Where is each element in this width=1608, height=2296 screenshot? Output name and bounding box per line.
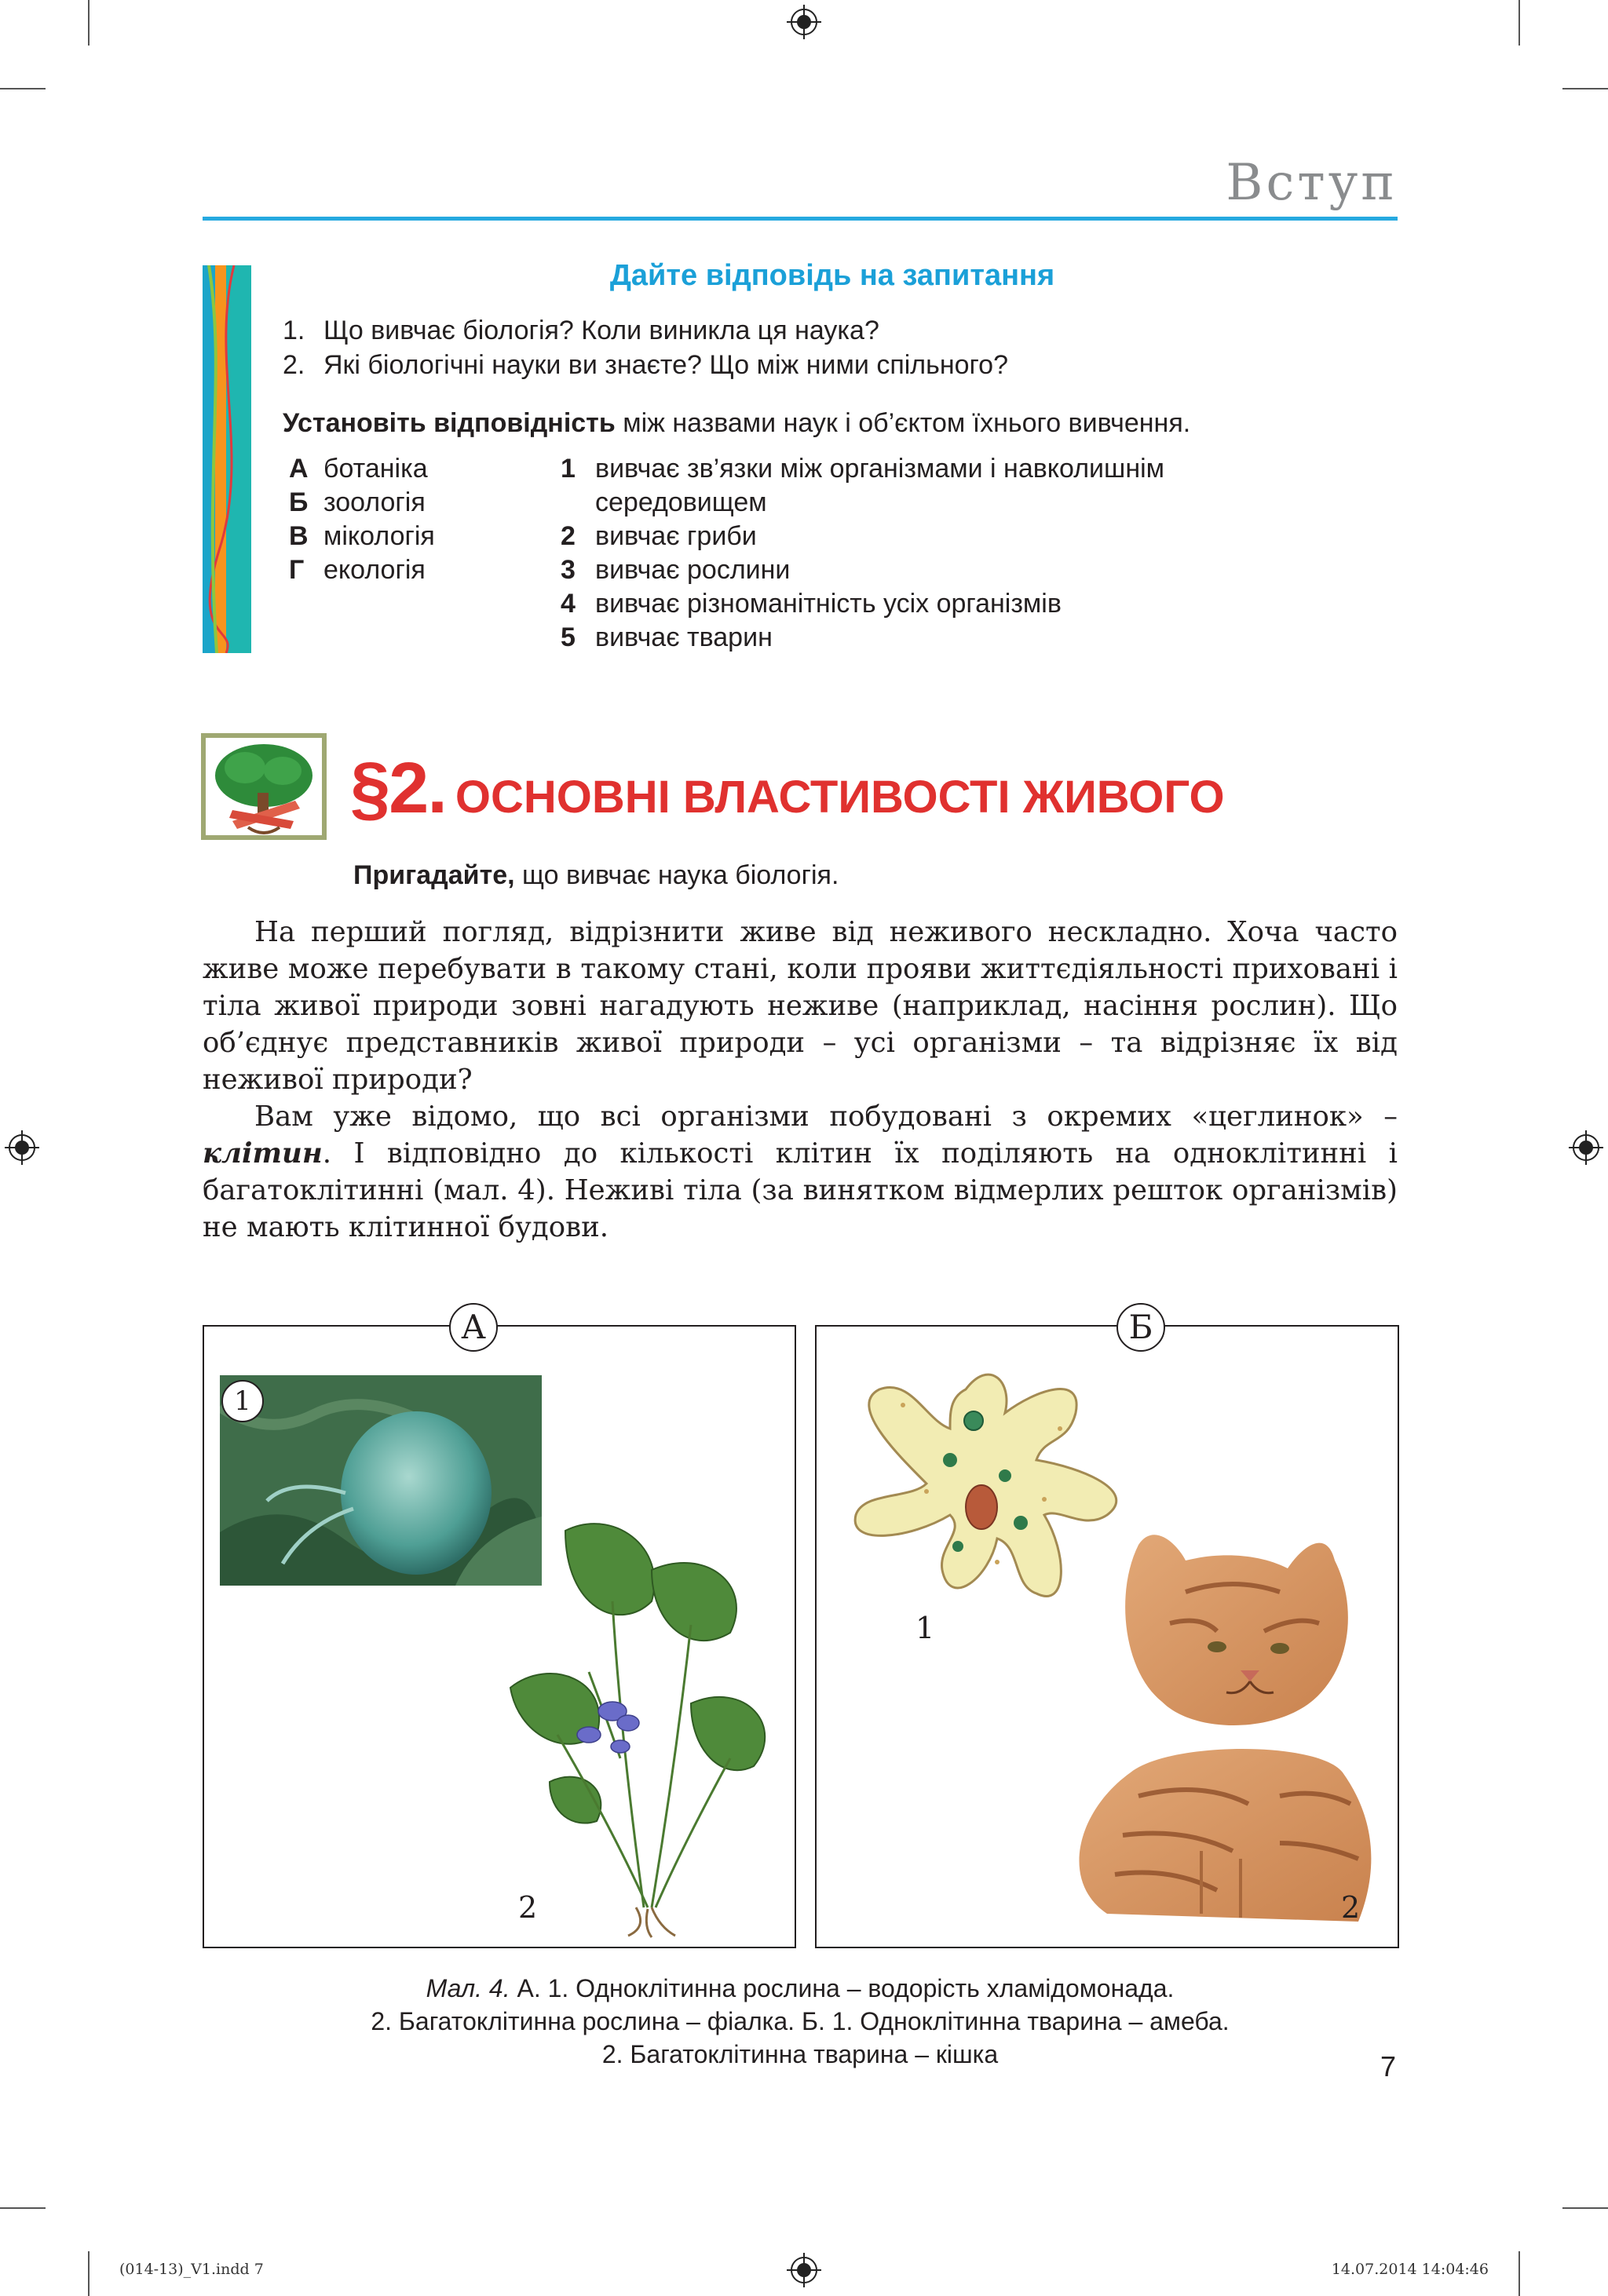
crop-mark bbox=[0, 88, 46, 89]
match-left-item: Г екологія bbox=[289, 555, 426, 585]
section-title: Вступ bbox=[1226, 154, 1398, 212]
match-left-item: В мікологія bbox=[289, 521, 435, 551]
panel-b-label: Б bbox=[1116, 1303, 1165, 1352]
label-b2: 2 bbox=[1341, 1890, 1361, 1925]
match-right-item: 1 вивчає зв’язки між організмами і навколишнім bbox=[561, 454, 1165, 484]
crop-mark bbox=[1562, 88, 1608, 89]
decorative-stripe bbox=[203, 265, 251, 653]
crop-mark bbox=[1518, 2251, 1520, 2296]
registration-mark-icon bbox=[787, 5, 821, 39]
body-text bbox=[203, 914, 1398, 1246]
footer-date: 14.07.2014 14:04:46 bbox=[1331, 2261, 1489, 2278]
body-paragraph: На перший погляд, відрізнити живе від неживого нескладно. Хоча часто живе може перебувати в такому стані, коли прояви життєдіяльності приховані і тіла живої природи зовні нагадують неживе (наприклад, насіння рослин). Що об’єднує представників живої природи – усі організми – та відрізняє їх від неживої природи? bbox=[203, 916, 1398, 1096]
crop-mark bbox=[1518, 0, 1520, 46]
tree-icon bbox=[201, 733, 327, 840]
crop-mark bbox=[1562, 2207, 1608, 2209]
recall-prompt: Пригадайте, що вивчає наука біологія. bbox=[353, 860, 839, 890]
match-right-item: 2 вивчає гриби bbox=[561, 521, 757, 551]
body-paragraph: Вам уже відомо, що всі організми побудовані з окремих «цеглинок» – клітин. І відповідно до кількості клітин їх поділяють на одноклітинні і багатоклітинні (мал. 4). Неживі тіла (за винятком відмерлих решток організмів) не мають клітинної будови. bbox=[203, 1101, 1398, 1243]
registration-mark-icon bbox=[787, 2253, 821, 2287]
page-number: 7 bbox=[1380, 2050, 1396, 2082]
label-a2: 2 bbox=[518, 1890, 538, 1925]
match-right-item: 3 вивчає рослини bbox=[561, 555, 791, 585]
match-right-item: 4 вивчає різноманітність усіх організмів bbox=[561, 589, 1062, 619]
match-right-item: 5 вивчає тварин bbox=[561, 622, 773, 652]
question-item: 2. Які біологічні науки ви знаєте? Що між ними спільного? bbox=[283, 350, 1008, 380]
term-highlight: клітин bbox=[203, 1137, 323, 1170]
crop-mark bbox=[88, 0, 90, 46]
figure-caption: Мал. 4. А. 1. Одноклітинна рослина – водорість хламідомонада. 2. Багатоклітинна рослина – фіалка. Б. 1. Одноклітинна тварина – амеба. 2. Багатоклітинна тварина – кішка bbox=[371, 1974, 1230, 2068]
crop-mark bbox=[0, 2207, 46, 2209]
paragraph-number: §2. bbox=[350, 748, 446, 828]
figure-panel-a bbox=[203, 1325, 796, 1948]
label-b1: 1 bbox=[915, 1611, 935, 1645]
footer-file: (014-13)_V1.indd 7 bbox=[119, 2261, 264, 2278]
match-right-continuation: середовищем bbox=[595, 487, 767, 517]
header-rule bbox=[203, 217, 1398, 221]
crop-mark bbox=[88, 2251, 90, 2296]
questions-title: Дайте відповідь на запитання bbox=[609, 259, 1055, 292]
matching-instruction: Установіть відповідність між назвами наук і об’єктом їхнього вивчення. bbox=[283, 408, 1191, 438]
label-a1: 1 bbox=[221, 1380, 264, 1422]
cat-illustration bbox=[1044, 1513, 1390, 1929]
match-left-item: А ботаніка bbox=[289, 454, 428, 484]
registration-mark-icon bbox=[5, 1130, 39, 1165]
violet-plant-illustration bbox=[495, 1499, 793, 1939]
caption-ref: Мал. 4. bbox=[426, 1974, 510, 2002]
chlamydomonas-photo bbox=[220, 1375, 542, 1586]
figure-panel-b bbox=[815, 1325, 1399, 1948]
paragraph-heading bbox=[350, 747, 1225, 830]
registration-mark-icon bbox=[1569, 1130, 1603, 1165]
paragraph-title: ОСНОВНІ ВЛАСТИВОСТІ ЖИВОГО bbox=[455, 772, 1225, 823]
question-item: 1. Що вивчає біологія? Коли виникла ця наука? bbox=[283, 316, 879, 345]
panel-a-label: А bbox=[449, 1303, 498, 1352]
match-left-item: Б зоологія bbox=[289, 487, 426, 517]
